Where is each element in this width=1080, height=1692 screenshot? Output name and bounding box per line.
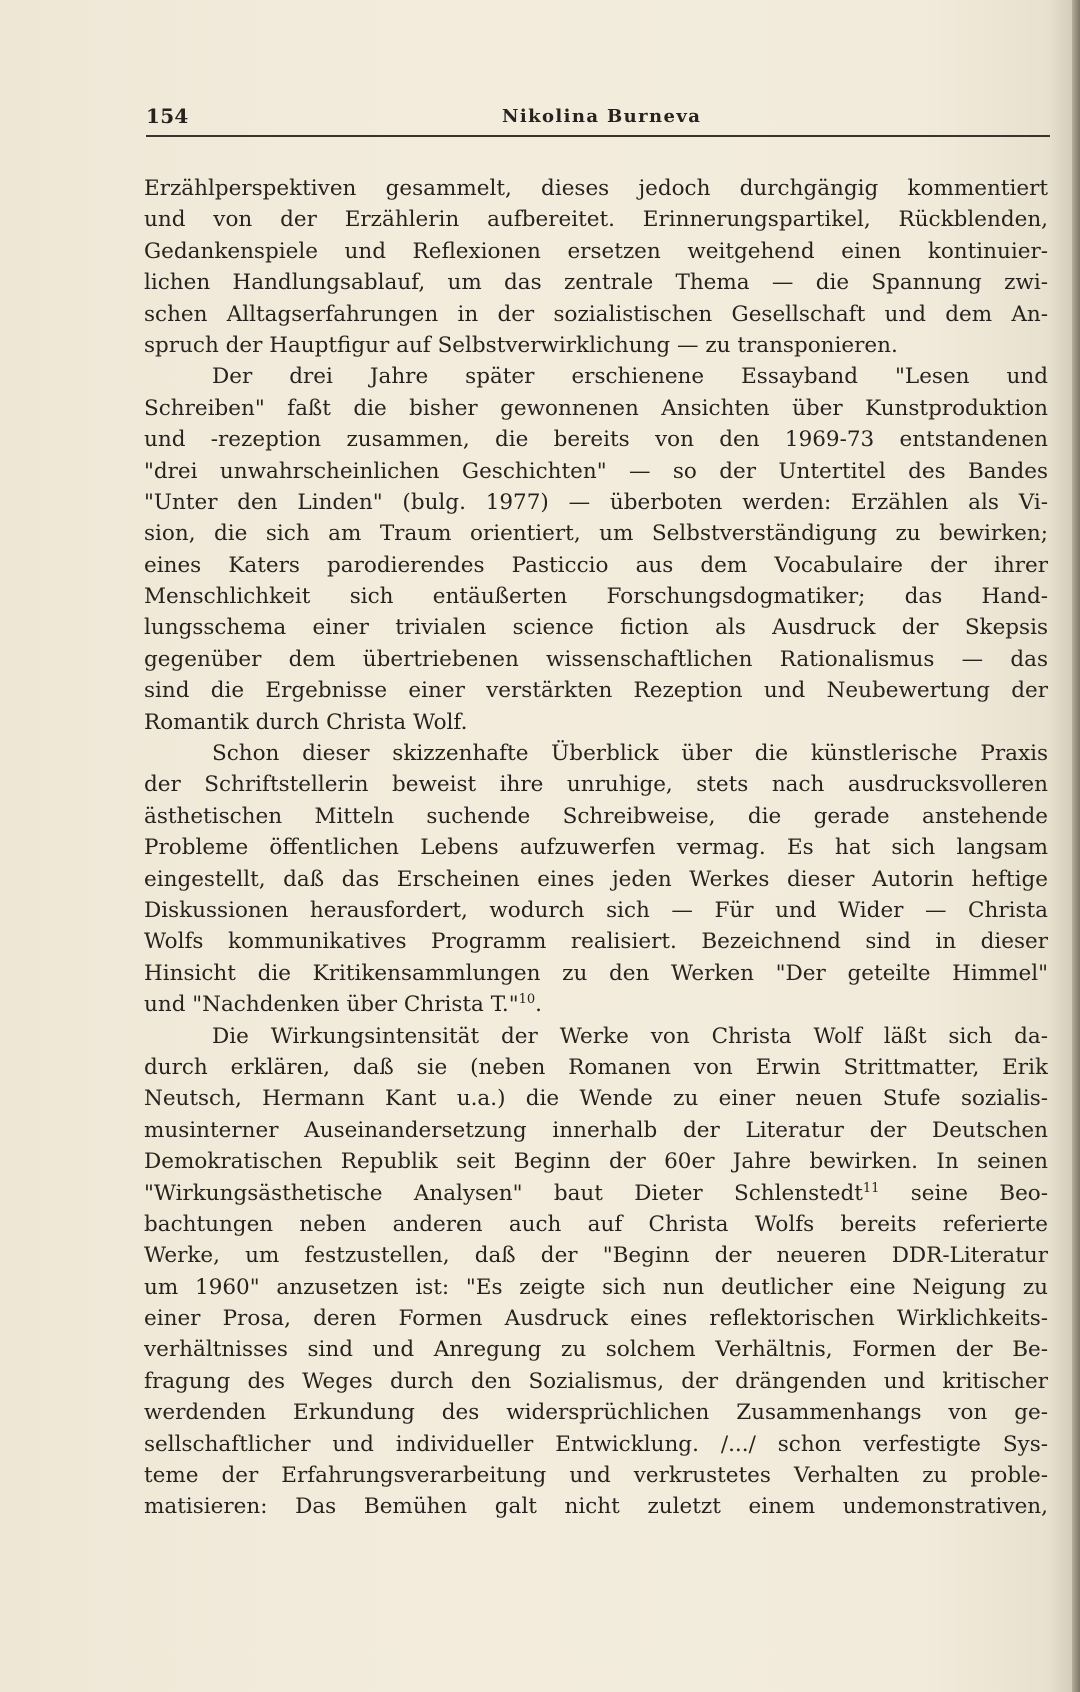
footnote-marker: 10: [518, 992, 536, 1007]
text-line: und -rezeption zusammen, die bereits von den 1969-73 entstandenen: [144, 427, 1048, 453]
text-line: um 1960" anzusetzen ist: "Es zeigte sich nun deutlicher eine Neigung zu: [144, 1274, 1048, 1300]
text-line: "drei unwahrscheinlichen Geschichten" — so der Untertitel des Bandes: [144, 458, 1048, 484]
footnote-marker: 11: [862, 1180, 880, 1196]
text-line: Probleme öffentlichen Lebens aufzuwerfen vermag. Es hat sich langsam: [144, 835, 1048, 861]
text-line: fragung des Weges durch den Sozialismus, der drängenden und kritischer: [144, 1368, 1048, 1394]
text-line: Der drei Jahre später erschienene Essayband "Lesen und: [212, 364, 1048, 390]
text-line: matisieren: Das Bemühen galt nicht zuletzt einem undemonstrativen,: [144, 1494, 1048, 1520]
text-line: eines Katers parodierendes Pasticcio aus dem Vocabulaire der ihrer: [144, 552, 1048, 578]
text-line: Diskussionen herausfordert, wodurch sich — Für und Wider — Christa: [144, 897, 1048, 923]
text-line: Schreiben" faßt die bisher gewonnenen Ansichten über Kunstproduktion: [144, 395, 1048, 421]
text-line: Die Wirkungsintensität der Werke von Christa Wolf läßt sich da-: [212, 1023, 1048, 1049]
text-line: schen Alltagserfahrungen in der sozialistischen Gesellschaft und dem An-: [144, 301, 1048, 327]
text-line: Erzählperspektiven gesammelt, dieses jedoch durchgängig kommentiert: [144, 176, 1048, 201]
running-head: Nikolina Burneva: [502, 106, 702, 127]
text-line: Werke, um festzustellen, daß der "Beginn der neueren DDR-Literatur: [144, 1243, 1048, 1269]
text-segment: .: [535, 992, 542, 1018]
text-line: sellschaftlicher und individueller Entwicklung. /.../ schon verfestigte Sys-: [144, 1431, 1048, 1457]
text-line: eingestellt, daß das Erscheinen eines jeden Werkes dieser Autorin heftige: [144, 866, 1048, 892]
text-line-with-footnote: [144, 989, 1048, 1020]
text-line: Schon dieser skizzenhafte Überblick über die künstlerische Praxis: [212, 741, 1048, 767]
text-line: sion, die sich am Traum orientiert, um Selbstverständigung zu bewirken;: [144, 521, 1048, 547]
text-line: Menschlichkeit sich entäußerten Forschungsdogmatiker; das Hand-: [144, 584, 1048, 610]
text-line: werdenden Erkundung des widersprüchlichen Zusammenhangs von ge-: [144, 1400, 1048, 1426]
text-line: der Schriftstellerin beweist ihre unruhige, stets nach ausdrucksvolleren: [144, 772, 1048, 798]
text-line: Demokratischen Republik seit Beginn der 60er Jahre bewirken. In seinen: [144, 1149, 1048, 1175]
text-line: lichen Handlungsablauf, um das zentrale Thema — die Spannung zwi-: [144, 270, 1048, 296]
text-segment: seine Beo-: [879, 1180, 1048, 1206]
text-line: bachtungen neben anderen auch auf Christa Wolfs bereits referierte: [144, 1211, 1048, 1237]
text-line: "Unter den Linden" (bulg. 1977) — überboten werden: Erzählen als Vi-: [144, 489, 1048, 515]
text-line: ästhetischen Mitteln suchende Schreibweise, die gerade anstehende: [144, 803, 1048, 829]
page-header: [146, 104, 1050, 132]
text-line: Neutsch, Hermann Kant u.a.) die Wende zu einer neuen Stufe sozialis-: [144, 1086, 1048, 1112]
text-line: einer Prosa, deren Formen Ausdruck eines reflektorischen Wirklichkeits-: [144, 1306, 1048, 1332]
text-line-with-footnote: [144, 1178, 1048, 1209]
text-segment: "Wirkungsästhetische Analysen" baut Dieter Schlenstedt: [144, 1180, 863, 1206]
text-line: und von der Erzählerin aufbereitet. Erinnerungspartikel, Rückblenden,: [144, 207, 1048, 233]
body-text: [144, 173, 1048, 1523]
text-line: Gedankenspiele und Reflexionen ersetzen weitgehend einen kontinuier-: [144, 238, 1048, 264]
text-line: durch erklären, daß sie (neben Romanen von Erwin Strittmatter, Erik: [144, 1054, 1048, 1080]
text-line: sind die Ergebnisse einer verstärkten Rezeption und Neubewertung der: [144, 678, 1048, 704]
text-line: Romantik durch Christa Wolf.: [144, 709, 468, 735]
page-number: 154: [146, 104, 189, 128]
text-line: Wolfs kommunikatives Programm realisiert. Bezeichnend sind in dieser: [144, 929, 1048, 955]
text-line: Hinsicht die Kritikensammlungen zu den Werken "Der geteilte Himmel": [144, 960, 1048, 986]
text-segment: und "Nachdenken über Christa T.": [144, 992, 519, 1018]
text-line: verhältnisses sind und Anregung zu solchem Verhältnis, Formen der Be-: [144, 1337, 1048, 1363]
text-line: teme der Erfahrungsverarbeitung und verkrustetes Verhalten zu proble-: [144, 1463, 1048, 1489]
page-edge-shadow: [1072, 0, 1080, 1692]
header-rule: [146, 135, 1050, 137]
text-line: musinterner Auseinandersetzung innerhalb der Literatur der Deutschen: [144, 1117, 1048, 1143]
text-line: lungsschema einer trivialen science fiction als Ausdruck der Skepsis: [144, 615, 1048, 641]
text-line: spruch der Hauptfigur auf Selbstverwirklichung — zu transponieren.: [144, 332, 898, 358]
text-line: gegenüber dem übertriebenen wissenschaftlichen Rationalismus — das: [144, 646, 1048, 672]
